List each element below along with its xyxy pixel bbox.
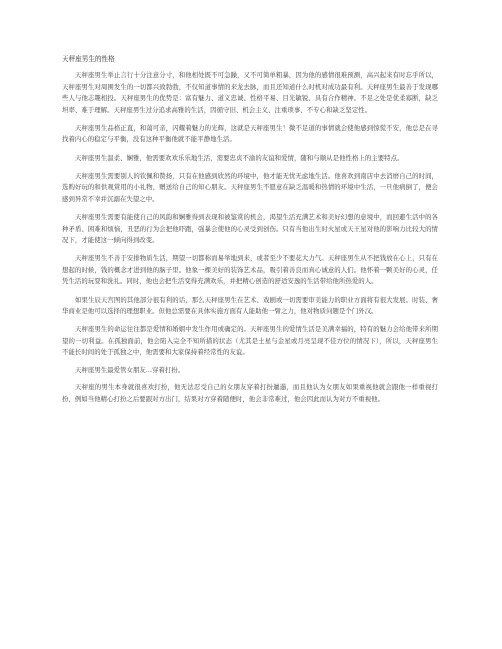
paragraph-4: 天秤座男生需要别人的钦佩和赞扬，只有在他感到欣然的环境中，他才能无忧无虑地生活。他喜欢到南店中去消磨自己的时间，选购好玩的和供观赏用的小礼物，赠送给自己的知心朋友。天秤座男生不愿意在缺乏温暖和热情的环境中生活，一旦他病倒了，便会感到异常不幸并沉溺在失望之中。 (62, 171, 438, 203)
paragraph-8: 天秤座男生的命运往往都是爱情和婚姻中发生作用或确定的。天秤座男生的爱情生活是美满幸福的，特有的魅力会给他带来所期望的一切利益。在孤独面前，他会陷入完全不知所措的状态（尤其是土星与金星或月亮呈现不佳方位的情况下），所以，天秤座男生不能长时间的处于孤独之中，他需要和大家保持着经常性的友谊。 (62, 325, 438, 357)
paragraph-6: 天秤座男生不善于安排物质生活，期望一切都称而易举地到来，或者至少不要花大力气。天秤座男生从不把钱放在心上，只有在想起的时候，钱的概念才进到他的脑子里。他象一棵美好的装饰艺术品，吸引着善良而真心诚意的人们。他怀着一颗美好的心灵，任凭生活的玩耍和洗礼。同时，他也会把生活变得充满欢乐，并把精心创造的舒适安逸的生活带给他所热爱的人。 (62, 254, 438, 286)
paragraph-7: 如果生辰天宫图的其他部分很有利的话，那么天秤座男生在艺术、戏剧或一切需要审美能力的职业方面将有很大发展。时装、奢华商业是他可以选择的理想职业。但他总需要在具体实施方面有人能助他一臂之力，他对物质问题是个门外汉。 (62, 295, 438, 316)
paragraph-1: 天秤座男生举止言行十分注意分寸，和他相处既不可急躁，又不可简单粗暴，因为他的感情很难预测，高兴起来有时忘乎所以，天秤座男生对周围发生的一切都兴致勃勃，不仅知道事情的来龙去脉，而且还知道什么时机对成功最有利。天秤座男生最善于发现哪些人与他志趣相投。天秤座男生的优势是：富有魅力、道义忠诚、性格平易、目光敏锐、具有合作精神。不足之处是优柔寡断，缺乏坦率、难于理解。天秤座男生过分追求高雅的生活，因循守旧、机会主义、注重琐事、不专心和缺乏坚定性。 (62, 71, 438, 114)
paragraph-9: 天秤座男生最爱管女朋友...穿着打扮。 (75, 366, 185, 375)
paragraph-10: 天秤座的男生本身就很喜欢打扮，他无法忍受自己的女朋友穿着打扮邋遢，而且他认为女朋友如果重视他就会跟他一样重视打扮，例如当他精心打扮之后要跟对方出门，结果对方穿着随便时，他会非常难过，他会因此而认为对方不重视他。 (62, 383, 438, 403)
paragraph-5: 天秤座男生需要有能使自己的风韵和娴雅得到表现和被鉴赏的机会，渴望生活充满艺术和美好幻想的意境中，而回避生活中的各种矛盾、困难和烦恼，丑恶的行为会把他吓跑，强暴会使他的心灵受到创伤。只有当他出生时火星或天王星对他的影响力比较大的情况下，才能使这一倾向得到改变。 (62, 212, 438, 245)
paragraph-2: 天秤座男生品格正直，和蔼可亲，闪耀着魅力的光辉，这就是天秤座男生！微不足道的事情就会使他感到惊慌不安，他总是在寻找着内心的稳定与平衡，没有这种平衡他就不能平静地生活。 (62, 123, 438, 144)
paragraph-3: 天秤座男生温柔、娴雅，他需要欢欢乐乐地生活，需要忠贞不渝的友谊和爱情，随和与顺从是他性格上的主要特点。 (75, 153, 404, 162)
document-page (62, 55, 438, 412)
document-title: 天秤座男生的性格 (62, 55, 115, 63)
